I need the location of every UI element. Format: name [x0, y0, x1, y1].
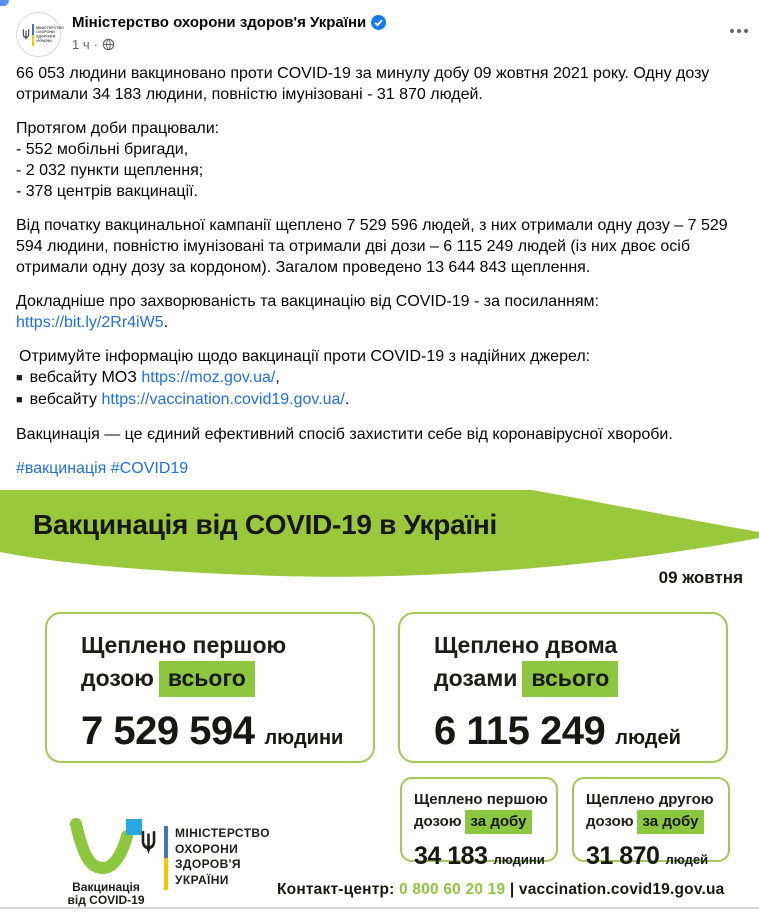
- stat-card-two-doses-total: [398, 612, 728, 763]
- post-bottom-border: [0, 907, 759, 909]
- stat-card-label: Щеплено двома дозами всього: [434, 630, 726, 697]
- vaccination-website-link[interactable]: https://vaccination.covid19.gov.ua/: [101, 391, 345, 408]
- contact-center-line: [277, 881, 725, 899]
- stat-card-label: Щеплено першою дозою всього: [81, 630, 373, 697]
- post-paragraph-sources: Отримуйте інформацію щодо вакцинації проти COVID-19 з надійних джерел: ■ вебсайту МОЗ https://moz.gov.ua/, ■ вебсайту https://vaccination.covid19.gov.ua/.: [16, 348, 591, 408]
- link-punctuation: .: [163, 314, 169, 331]
- highlight-chip: всього: [522, 661, 618, 697]
- contact-label: Контакт-центр:: [277, 881, 395, 898]
- post-paragraph-details: Докладніше про захворюваність та вакцинацію від COVID-19 - за посиланням: https://bit.ly/2Rr4iW5.: [16, 293, 599, 331]
- stat-card-value: 6 115 249 людей: [434, 709, 681, 753]
- verified-badge-icon: [371, 15, 386, 30]
- cropped-reaction-fragment: [0, 0, 9, 6]
- highlight-chip: за добу: [637, 810, 705, 834]
- v-logo-caption: Вакцинація від COVID-19: [67, 880, 145, 907]
- contact-separator: |: [509, 881, 515, 898]
- post-paragraph-campaign: Від початку вакцинальної кампанії щеплено 7 529 596 людей, з них отримали одну дозу – 7 529 594 людини, повністю імунізовані та отримали дві дози – 6 115 249 людей (із них двоє осіб отримали одну дозу за кордоном). Загалом проведено 13 644 843 щеплення.: [16, 217, 728, 276]
- more-options-icon: [730, 29, 734, 33]
- stat-card-first-dose-daily: [400, 777, 558, 870]
- avatar-logo-text: МІНІСТЕРСТВО ОХОРОНИ ЗДОРОВ'Я УКРАЇНИ: [36, 25, 64, 43]
- green-wave-banner: [0, 488, 759, 598]
- square-bullet-icon: ■: [16, 394, 23, 406]
- link-punctuation: .: [344, 391, 350, 408]
- moz-website-link[interactable]: https://moz.gov.ua/: [141, 369, 276, 386]
- contact-phone: 0 800 60 20 19: [399, 881, 506, 898]
- stat-card-label: Щеплено першою дозою за добу: [414, 789, 556, 834]
- globe-privacy-icon: [102, 38, 115, 51]
- post-hashtags: [16, 458, 728, 479]
- highlight-chip: всього: [159, 661, 255, 697]
- post-timestamp[interactable]: 1 ч: [72, 37, 90, 52]
- avatar-logo-bar: [32, 24, 34, 46]
- post-image[interactable]: [0, 488, 759, 907]
- stat-card-second-dose-daily: [572, 777, 730, 870]
- hashtag-vaccination[interactable]: #вакцинація: [16, 460, 107, 477]
- stat-card-value: 7 529 594 людини: [81, 709, 344, 753]
- post-text: [16, 63, 728, 492]
- ministry-logo: [140, 826, 270, 890]
- ministry-logo-text: МІНІСТЕРСТВО ОХОРОНИ ЗДОРОВ'Я УКРАЇНИ: [175, 826, 270, 887]
- infographic-title: Вакцинація від COVID-19 в Україні: [33, 509, 497, 540]
- infographic-date: 09 жовтня: [658, 568, 743, 587]
- post-paragraph-worked: Протягом доби працювали: - 552 мобільні бригади, - 2 032 пункти щеплення; - 378 центрів вакцинації.: [16, 120, 220, 200]
- square-bullet-icon: ■: [16, 372, 23, 384]
- hashtag-covid19[interactable]: #COVID19: [110, 460, 189, 477]
- post-meta-row: [72, 37, 115, 52]
- trident-icon: [22, 29, 30, 41]
- ministry-logo-bar: [164, 826, 168, 890]
- stat-card-label: Щеплено другою дозою за добу: [586, 789, 728, 834]
- contact-site: vaccination.covid19.gov.ua: [518, 881, 725, 898]
- page-avatar[interactable]: [16, 12, 64, 57]
- link-punctuation: ,: [275, 369, 280, 386]
- more-options-button[interactable]: [722, 14, 756, 48]
- stat-card-value: 31 870 людей: [586, 842, 709, 870]
- v-checkmark-icon: [68, 818, 144, 874]
- page-name-link[interactable]: Міністерство охорони здоров'я України: [72, 14, 367, 31]
- trident-icon: [140, 831, 157, 855]
- meta-dot-separator: ·: [93, 37, 98, 52]
- stat-card-first-dose-total: [45, 612, 375, 763]
- page-name-row: [72, 14, 386, 31]
- highlight-chip: за добу: [465, 810, 533, 834]
- stat-card-value: 34 183 людини: [414, 842, 545, 870]
- bitly-link[interactable]: https://bit.ly/2Rr4iW5: [16, 314, 164, 331]
- post-paragraph-stats: 66 053 людини вакциновано проти COVID-19 за минулу добу 09 жовтня 2021 року. Одну дозу отримали 34 183 людини, повністю імунізовані - 31 870 людей.: [16, 65, 710, 103]
- post-paragraph-closing: Вакцинація — це єдиний ефективний спосіб захистити себе від коронавірусної хвороби.: [16, 426, 673, 443]
